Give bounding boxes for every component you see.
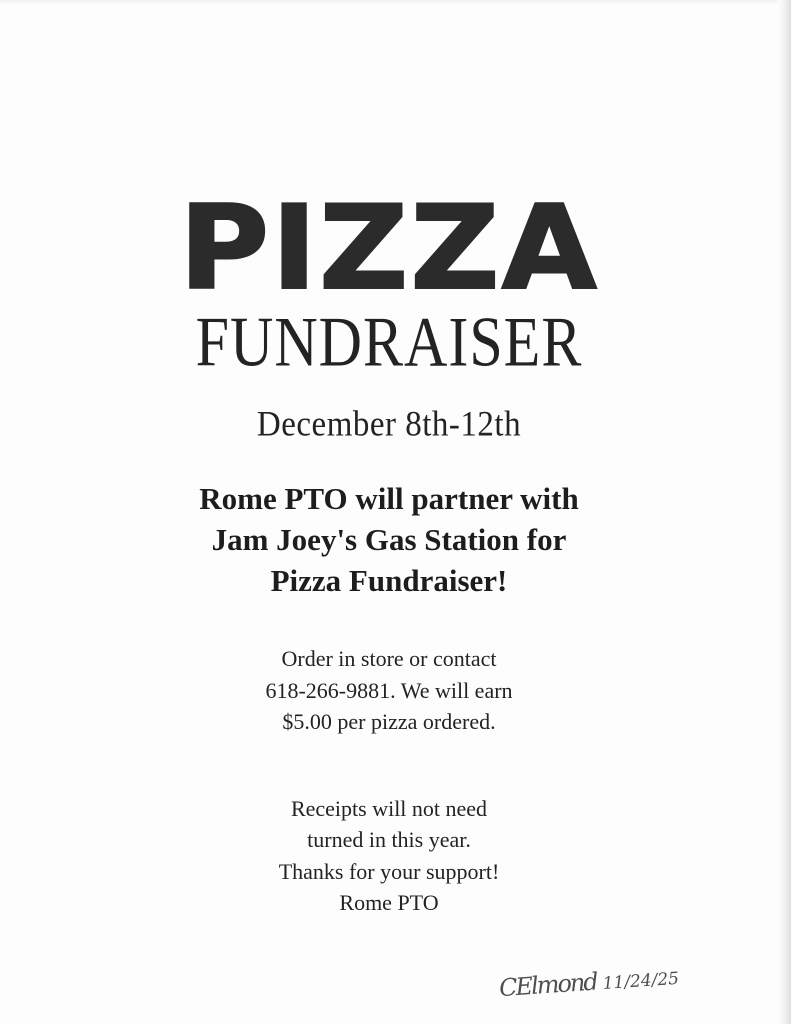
order-info-line-1: Order in store or contact bbox=[281, 646, 497, 672]
order-info bbox=[0, 601, 778, 737]
lead-paragraph bbox=[0, 442, 778, 602]
order-info-line-3: $5.00 per pizza ordered. bbox=[282, 708, 496, 734]
lead-line-1: Rome PTO will partner with bbox=[199, 480, 579, 516]
lead-line-3: Pizza Fundraiser! bbox=[270, 563, 508, 599]
lead-line-2: Jam Joey's Gas Station for bbox=[211, 521, 567, 557]
signature-date: 11/24/25 bbox=[602, 968, 680, 995]
order-info-line-2: 618-266-9881. We will earn bbox=[265, 677, 513, 703]
handwritten-signature bbox=[498, 962, 679, 1002]
event-dates: December 8th-12th bbox=[256, 404, 522, 445]
closing-line-4: Rome PTO bbox=[339, 889, 439, 915]
closing-line-2: turned in this year. bbox=[307, 827, 471, 853]
closing-line-3: Thanks for your support! bbox=[278, 858, 500, 884]
page-subtitle: FUNDRAISER bbox=[195, 302, 583, 381]
closing-line-1: Receipts will not need bbox=[290, 796, 488, 822]
signature-name: CElmond bbox=[498, 967, 598, 1003]
closing-note bbox=[0, 737, 778, 918]
page-title: PIZZA bbox=[179, 181, 599, 316]
